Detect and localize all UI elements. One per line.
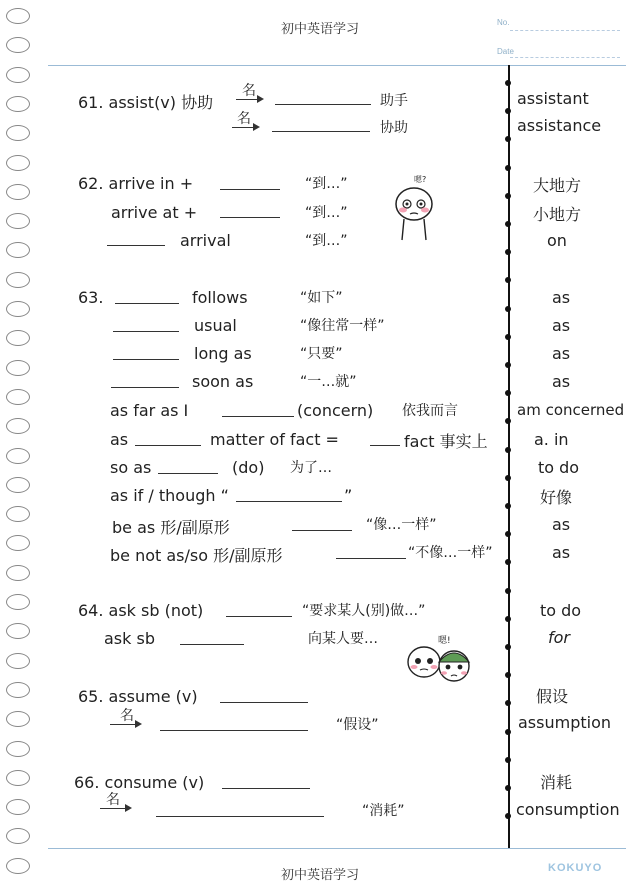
entry-63-meaning2: “像往常一样” — [300, 318, 385, 334]
entry-63-line1: follows — [192, 288, 248, 307]
answer-61-2: assistance — [517, 116, 602, 135]
entry-63-line8: as if / though “ — [110, 486, 229, 505]
blank-line — [222, 788, 310, 789]
date-label: Date — [497, 47, 514, 56]
divider-dot — [505, 813, 511, 819]
entry-64-line2: ask sb — [104, 629, 155, 648]
entry-64-line1: 64. ask sb (not) — [78, 601, 204, 620]
blank-line — [158, 473, 218, 474]
answer-66-2: consumption — [516, 800, 620, 819]
divider-dot — [505, 165, 511, 171]
divider-dot — [505, 616, 511, 622]
blank-line — [220, 189, 280, 190]
answer-63-8: 好像 — [540, 488, 573, 507]
entry-63-meaning5: 依我而言 — [402, 403, 458, 419]
binding-ring — [6, 653, 30, 669]
entry-63-line3: long as — [194, 344, 252, 363]
divider-dot — [505, 672, 511, 678]
arrow-icon — [236, 99, 262, 100]
page-footer-title: 初中英语学习 — [280, 868, 359, 883]
answer-65-2: assumption — [518, 713, 612, 732]
answer-64-2: for — [548, 628, 570, 647]
divider-dot — [505, 559, 511, 565]
binding-ring — [6, 828, 30, 844]
divider-dot — [505, 136, 511, 142]
divider-dot — [505, 334, 511, 340]
entry-62-line3: arrival — [180, 231, 231, 250]
answer-63-7: to do — [538, 458, 580, 477]
binding-ring — [6, 682, 30, 698]
entry-63-meaning7: 为了… — [290, 460, 332, 476]
divider-dot — [505, 221, 511, 227]
divider-dot — [505, 757, 511, 763]
blank-line — [111, 387, 179, 388]
binding-ring — [6, 360, 30, 376]
entry-65-meaning: “假设” — [336, 717, 379, 733]
binding-ring — [6, 565, 30, 581]
answer-62-3: on — [547, 231, 567, 250]
no-line — [510, 30, 620, 31]
entry-66-line1: 66. consume (v) — [74, 773, 205, 792]
binding-ring — [6, 67, 30, 83]
entry-61-meaning2: 协助 — [380, 120, 408, 136]
binding-ring — [6, 799, 30, 815]
blank-line — [370, 445, 400, 446]
divider-dot — [505, 277, 511, 283]
divider-dot — [505, 193, 511, 199]
blank-line — [180, 644, 244, 645]
entry-62-line2: arrive at + — [111, 203, 198, 222]
divider-dot — [505, 306, 511, 312]
entry-63-meaning3: “只要” — [300, 346, 343, 362]
answer-63-2: as — [552, 316, 571, 335]
binding-ring — [6, 301, 30, 317]
entry-63-line7-verb: (do) — [232, 458, 265, 477]
blank-line — [115, 303, 179, 304]
blank-line — [160, 730, 308, 731]
arrow-icon — [100, 808, 130, 809]
bottom-rule — [48, 848, 626, 849]
blank-line — [220, 702, 308, 703]
binding-ring — [6, 213, 30, 229]
divider-dot — [505, 362, 511, 368]
noun-mark: 名 — [237, 111, 251, 127]
entry-63-line2: usual — [194, 316, 237, 335]
binding-ring — [6, 330, 30, 346]
entry-64-meaning2: 向某人要… — [308, 631, 378, 647]
binding-ring — [6, 272, 30, 288]
blank-line — [220, 217, 280, 218]
entry-62-meaning3: “到…” — [305, 233, 348, 249]
answer-64-1: to do — [540, 601, 582, 620]
binding-ring — [6, 535, 30, 551]
entry-63-line5: as far as I — [110, 401, 189, 420]
divider-dot — [505, 475, 511, 481]
noun-mark: 名 — [106, 792, 120, 808]
entry-63-line5-verb: (concern) — [297, 401, 374, 420]
answer-62-2: 小地方 — [533, 205, 582, 224]
binding-ring — [6, 155, 30, 171]
entry-63-meaning1: “如下” — [300, 290, 343, 306]
entry-63-line6-mid: matter of fact = — [210, 430, 339, 449]
binding-ring — [6, 477, 30, 493]
divider-dot — [505, 503, 511, 509]
entry-63-line6: as — [110, 430, 129, 449]
binding-ring — [6, 594, 30, 610]
entry-63-meaning10: “不像…一样” — [408, 545, 493, 561]
blank-line — [292, 530, 352, 531]
binding-ring — [6, 389, 30, 405]
binding-ring — [6, 96, 30, 112]
divider-dot — [505, 588, 511, 594]
noun-mark: 名 — [242, 83, 256, 99]
entry-63-meaning4: “一…就” — [300, 374, 357, 390]
entry-62-meaning1: “到…” — [305, 176, 348, 192]
binding-ring — [6, 506, 30, 522]
entry-63-line8-close: ” — [344, 486, 353, 505]
blank-line — [107, 245, 165, 246]
blank-line — [113, 331, 179, 332]
entry-61-line1: 61. assist(v) 协助 — [78, 93, 214, 112]
answer-63-9: as — [552, 515, 571, 534]
entry-64-meaning1: “要求某人(别)做…” — [302, 603, 426, 619]
blank-line — [222, 416, 294, 417]
divider-dot — [505, 729, 511, 735]
binding-ring — [6, 37, 30, 53]
entry-62-meaning2: “到…” — [305, 205, 348, 221]
divider-dot — [505, 447, 511, 453]
noun-mark: 名 — [120, 708, 134, 724]
brand-logo: KOKUYO — [548, 862, 603, 874]
entry-63-line9: be as 形/副原形 — [112, 518, 230, 537]
blank-line — [156, 816, 324, 817]
entry-65-line1: 65. assume (v) — [78, 687, 198, 706]
top-rule — [48, 65, 626, 66]
binding-ring — [6, 741, 30, 757]
binding-ring — [6, 623, 30, 639]
binding-ring — [6, 184, 30, 200]
divider-dot — [505, 108, 511, 114]
doodle-bubble-text: 嗯! — [438, 636, 451, 646]
divider-dot — [505, 418, 511, 424]
answer-63-10: as — [552, 543, 571, 562]
blank-line — [226, 616, 292, 617]
entry-66-meaning: “消耗” — [362, 803, 405, 819]
binding-ring — [6, 770, 30, 786]
blank-line — [336, 558, 406, 559]
entry-62-line1: 62. arrive in + — [78, 174, 194, 193]
entry-63-line10: be not as/so 形/副原形 — [110, 546, 283, 565]
entry-61-meaning1: 助手 — [380, 93, 408, 109]
spiral-binding — [6, 8, 36, 884]
answer-63-6: a. in — [534, 430, 569, 449]
divider-dot — [505, 785, 511, 791]
binding-ring — [6, 242, 30, 258]
entry-63-line4: soon as — [192, 372, 254, 391]
divider-dot — [505, 700, 511, 706]
divider-dot — [505, 80, 511, 86]
binding-ring — [6, 448, 30, 464]
binding-ring — [6, 711, 30, 727]
divider-dot — [505, 390, 511, 396]
entry-63-number: 63. — [78, 288, 104, 307]
answer-65-1: 假设 — [536, 687, 569, 706]
blank-line — [275, 104, 371, 105]
binding-ring — [6, 418, 30, 434]
blank-line — [236, 501, 342, 502]
answer-62-1: 大地方 — [533, 176, 582, 195]
answer-61-1: assistant — [517, 89, 589, 108]
divider-dot — [505, 644, 511, 650]
no-label: No. — [497, 18, 510, 27]
arrow-icon — [110, 724, 140, 725]
answer-63-3: as — [552, 344, 571, 363]
blank-line — [272, 131, 370, 132]
entry-63-line7: so as — [110, 458, 152, 477]
page-header-title: 初中英语学习 — [280, 22, 359, 37]
blank-line — [113, 359, 179, 360]
entry-63-meaning6: fact 事实上 — [404, 432, 488, 451]
divider-dot — [505, 249, 511, 255]
blank-line — [135, 445, 201, 446]
answer-63-1: as — [552, 288, 571, 307]
divider-dots — [505, 80, 513, 840]
arrow-icon — [232, 127, 258, 128]
answer-63-5: am concerned — [517, 401, 625, 419]
doodle-bubble-text: 嗯? — [414, 175, 427, 184]
date-line — [510, 57, 620, 58]
answer-63-4: as — [552, 372, 571, 391]
entry-63-meaning9: “像…一样” — [366, 517, 437, 533]
confused-face-doodle-icon — [392, 178, 438, 244]
divider-dot — [505, 531, 511, 537]
binding-ring — [6, 125, 30, 141]
answer-66-1: 消耗 — [540, 773, 573, 792]
